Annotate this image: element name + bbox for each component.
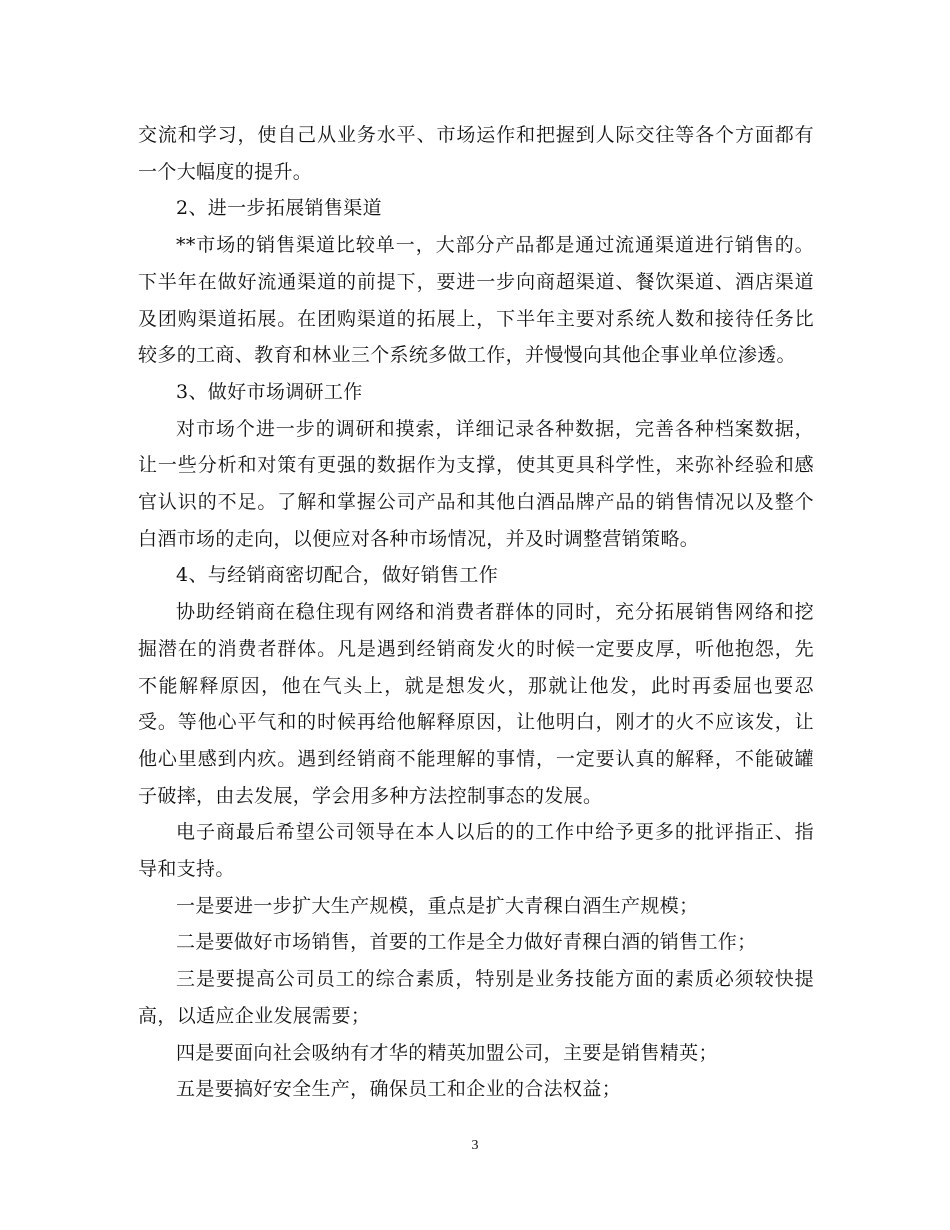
list-item-second: 二是要做好市场销售，首要的工作是全力做好青稞白酒的销售工作； <box>176 931 757 954</box>
section-heading-4: 4、与经销商密切配合，做好销售工作 <box>176 564 499 587</box>
document-body <box>138 117 814 1108</box>
paragraph-market-research: 对市场个进一步的调研和摸索，详细记录各种数据，完善各种档案数据，让一些分析和对策有更强的数据作为支撑，使其更具科学性，来弥补经验和感官认识的不足。了解和掌握公司产品和其他白酒品牌产品的销售情况以及整个白酒市场的走向，以便应对各种市场情况，并及时调整营销策略。 <box>138 417 814 550</box>
section-heading-2: 2、进一步拓展销售渠道 <box>176 197 382 220</box>
paragraph-distributor-cooperation: 协助经销商在稳住现有网络和消费者群体的同时，充分拓展销售网络和挖掘潜在的消费者群体。凡是遇到经销商发火的时候一定要皮厚，听他抱怨，先不能解释原因，他在气头上，就是想发火，那就让他发，此时再委屈也要忍受。等他心平气和的时候再给他解释原因，让他明白，刚才的火不应该发，让他心里感到内疚。遇到经销商不能理解的事情，一定要认真的解释，不能破罐子破摔，由去发展，学会用多种方法控制事态的发展。 <box>138 601 814 807</box>
list-item-fifth: 五是要搞好安全生产，确保员工和企业的合法权益； <box>176 1078 622 1101</box>
paragraph-sales-channels: **市场的销售渠道比较单一，大部分产品都是通过流通渠道进行销售的。下半年在做好流通渠道的前提下，要进一步向商超渠道、餐饮渠道、酒店渠道及团购渠道拓展。在团购渠道的拓展上，下半年主要对系统人数和接待任务比较多的工商、教育和林业三个系统多做工作，并慢慢向其他企事业单位渗透。 <box>138 234 814 367</box>
page-number: 3 <box>471 1138 479 1153</box>
paragraph-leadership-hope: 电子商最后希望公司领导在本人以后的的工作中给予更多的批评指正、指导和支持。 <box>138 821 814 881</box>
list-item-fourth: 四是要面向社会吸纳有才华的精英加盟公司，主要是销售精英； <box>176 1041 718 1064</box>
list-item-first: 一是要进一步扩大生产规模，重点是扩大青稞白酒生产规模； <box>176 894 699 917</box>
list-item-third: 三是要提高公司员工的综合素质，特别是业务技能方面的素质必须较快提高，以适应企业发展需要； <box>138 968 814 1027</box>
paragraph-continuation: 交流和学习，使自己从业务水平、市场运作和把握到人际交往等各个方面都有一个大幅度的提升。 <box>138 124 814 183</box>
section-heading-3: 3、做好市场调研工作 <box>176 380 363 403</box>
